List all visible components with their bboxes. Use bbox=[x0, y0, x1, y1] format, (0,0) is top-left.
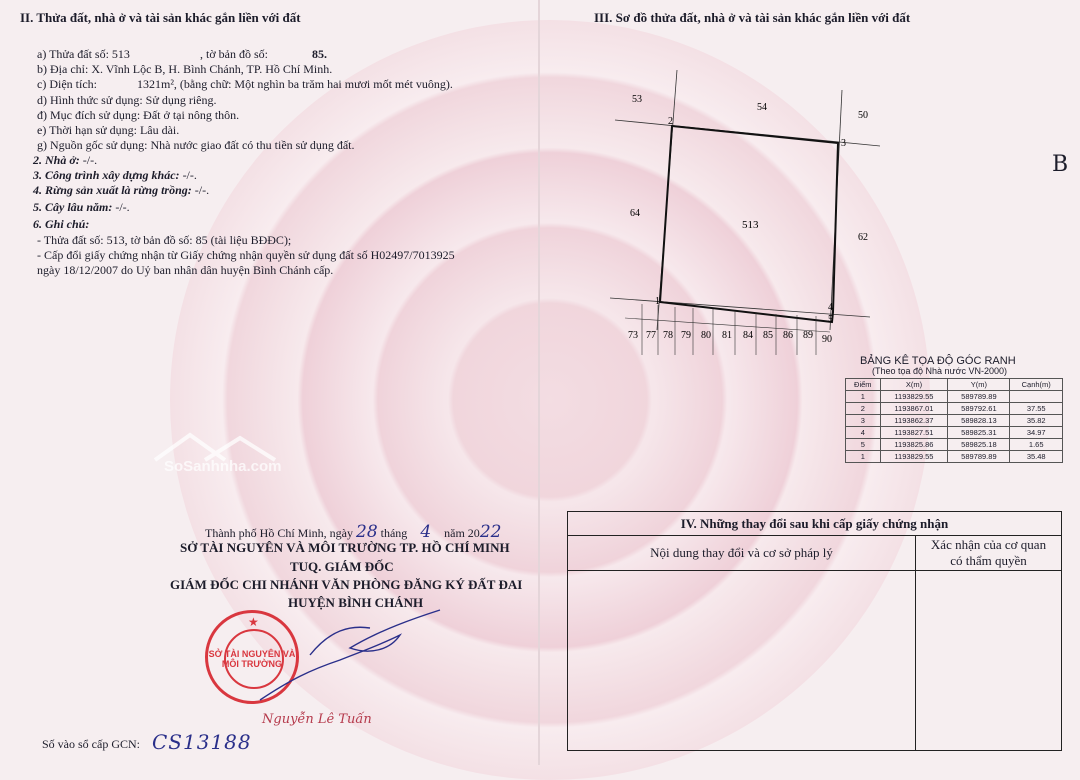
svg-text:86: 86 bbox=[783, 330, 793, 341]
note-1: - Thửa đất số: 513, tờ bản đồ số: 85 (tài liệu BĐĐC); bbox=[37, 233, 292, 247]
use-form: d) Hình thức sử dụng: Sử dụng riêng. bbox=[37, 93, 217, 107]
parcel-diagram bbox=[580, 70, 880, 360]
forest-label: 4. Rừng sản xuất là rừng trồng: bbox=[33, 183, 192, 197]
svg-text:81: 81 bbox=[722, 330, 732, 341]
stamp-text: SỞ TÀI NGUYÊN VÀ MÔI TRƯỜNG bbox=[208, 649, 296, 669]
svg-text:90: 90 bbox=[822, 334, 832, 345]
perennial-label: 5. Cây lâu năm: bbox=[33, 200, 113, 214]
signature-scribble bbox=[250, 600, 460, 710]
svg-text:85: 85 bbox=[763, 330, 773, 341]
notes-title: 6. Ghi chú: bbox=[33, 217, 90, 231]
coords-header-y: Y(m) bbox=[948, 379, 1010, 391]
use-purpose: đ) Mục đích sử dụng: Đất ở tại nông thôn. bbox=[37, 108, 240, 122]
coords-subtitle: (Theo tọa độ Nhà nước VN-2000) bbox=[872, 366, 1007, 376]
table-row: 4 1193827.51 589825.31 34.97 bbox=[846, 427, 1063, 439]
map-sheet-label: , tờ bản đồ số: bbox=[200, 47, 269, 61]
changes-col-content: Nội dung thay đổi và cơ sở pháp lý bbox=[568, 536, 916, 571]
year-label: năm 20 bbox=[444, 526, 480, 540]
coordinates-table bbox=[845, 378, 1063, 463]
vertex-3: 3 bbox=[841, 138, 846, 149]
date-month: 4 bbox=[420, 522, 432, 542]
bottom-parcel-labels bbox=[628, 330, 832, 345]
branch-director: GIÁM ĐỐC CHI NHÁNH VĂN PHÒNG ĐĂNG KÝ ĐẤT ĐAI bbox=[170, 577, 523, 592]
perennial-value: -/-. bbox=[115, 200, 130, 214]
coords-header-x: X(m) bbox=[880, 379, 948, 391]
area-label: c) Diện tích: bbox=[37, 77, 97, 91]
other-works-value: -/-. bbox=[182, 168, 197, 182]
coords-header-point: Điểm bbox=[846, 379, 881, 391]
issuing-org: SỞ TÀI NGUYÊN VÀ MÔI TRƯỜNG TP. HỒ CHÍ MINH bbox=[180, 540, 510, 555]
place-date-prefix: Thành phố Hồ Chí Minh, ngày bbox=[205, 526, 353, 540]
changes-col-approval bbox=[916, 536, 1062, 571]
changes-table bbox=[567, 511, 1062, 751]
neighbor-50: 50 bbox=[858, 110, 868, 121]
star-icon: ★ bbox=[248, 615, 259, 629]
svg-text:84: 84 bbox=[743, 330, 753, 341]
registry-number: CS13188 bbox=[152, 730, 252, 754]
table-row: 3 1193862.37 589828.13 35.82 bbox=[846, 415, 1063, 427]
neighbor-54: 54 bbox=[757, 102, 767, 113]
parcel-number: a) Thửa đất số: 513 bbox=[37, 47, 130, 61]
watermark bbox=[150, 430, 300, 475]
vertex-1: 1 bbox=[655, 296, 660, 307]
page-fold bbox=[538, 0, 540, 765]
neighbor-64: 64 bbox=[630, 208, 640, 219]
svg-text:78: 78 bbox=[663, 330, 673, 341]
other-works-label: 3. Công trình xây dựng khác: bbox=[33, 168, 180, 182]
use-term: e) Thời hạn sử dụng: Lâu dài. bbox=[37, 123, 180, 137]
date-day: 28 bbox=[356, 522, 378, 542]
svg-text:77: 77 bbox=[646, 330, 656, 341]
note-2: - Cấp đổi giấy chứng nhận từ Giấy chứng nhận quyền sử dụng đất số H02497/7013925 bbox=[37, 248, 455, 262]
section2-title: II. Thửa đất, nhà ở và tài sản khác gắn liền với đất bbox=[20, 10, 301, 25]
district-name: HUYỆN BÌNH CHÁNH bbox=[288, 595, 424, 610]
house-value: -/-. bbox=[82, 153, 98, 167]
section4-title: IV. Những thay đổi sau khi cấp giấy chứng nhận bbox=[568, 512, 1062, 536]
changes-col-approval-line1: Xác nhận của cơ quan bbox=[930, 537, 1047, 552]
table-row: 5 1193825.86 589825.18 1.65 bbox=[846, 439, 1063, 451]
map-sheet-number: 85. bbox=[312, 47, 327, 61]
margin-mark: B bbox=[1052, 152, 1069, 177]
coords-header-edge: Cạnh(m) bbox=[1010, 379, 1063, 391]
registry-label: Số vào sổ cấp GCN: bbox=[42, 737, 140, 751]
vertex-5: 5 bbox=[828, 314, 833, 325]
note-3: ngày 18/12/2007 do Uỷ ban nhân dân huyện Bình Chánh cấp. bbox=[37, 263, 334, 277]
table-row: 2 1193867.01 589792.61 37.55 bbox=[846, 403, 1063, 415]
changes-col-approval-line2: có thẩm quyền bbox=[950, 553, 1027, 568]
neighbor-62: 62 bbox=[858, 232, 868, 243]
svg-text:80: 80 bbox=[701, 330, 711, 341]
tuq-director: TUQ. GIÁM ĐỐC bbox=[290, 559, 394, 574]
coords-title: BẢNG KÊ TỌA ĐỘ GÓC RANH bbox=[860, 355, 1016, 367]
signer-name: Nguyễn Lê Tuấn bbox=[262, 712, 372, 727]
section3-title: III. Sơ đồ thửa đất, nhà ở và tài sản khác gắn liền với đất bbox=[594, 10, 911, 25]
table-row: 1 1193829.55 589789.89 35.48 bbox=[846, 451, 1063, 463]
address: b) Địa chỉ: X. Vĩnh Lộc B, H. Bình Chánh, TP. Hồ Chí Minh. bbox=[37, 62, 333, 76]
vertex-2: 2 bbox=[668, 116, 673, 127]
changes-approval-cell bbox=[916, 571, 1062, 751]
area-value: 1321m², (bằng chữ: Một nghìn ba trăm hai mươi mốt mét vuông). bbox=[137, 77, 453, 91]
changes-content-cell bbox=[568, 571, 916, 751]
parcel-center-label: 513 bbox=[742, 219, 759, 231]
use-origin: g) Nguồn gốc sử dụng: Nhà nước giao đất có thu tiền sử dụng đất. bbox=[37, 138, 355, 152]
month-label: tháng bbox=[380, 526, 408, 540]
vertex-4: 4 bbox=[828, 302, 833, 313]
date-year: 22 bbox=[479, 522, 502, 542]
neighbor-53: 53 bbox=[632, 94, 642, 105]
forest-value: -/-. bbox=[194, 183, 210, 197]
svg-text:89: 89 bbox=[803, 330, 813, 341]
coords-header-row bbox=[846, 379, 1063, 391]
svg-text:73: 73 bbox=[628, 330, 638, 341]
house-label: 2. Nhà ở: bbox=[33, 153, 80, 167]
watermark-text: SoSanhnha.com bbox=[164, 458, 282, 475]
table-row: 1 1193829.55 589789.89 bbox=[846, 391, 1063, 403]
svg-text:79: 79 bbox=[681, 330, 691, 341]
